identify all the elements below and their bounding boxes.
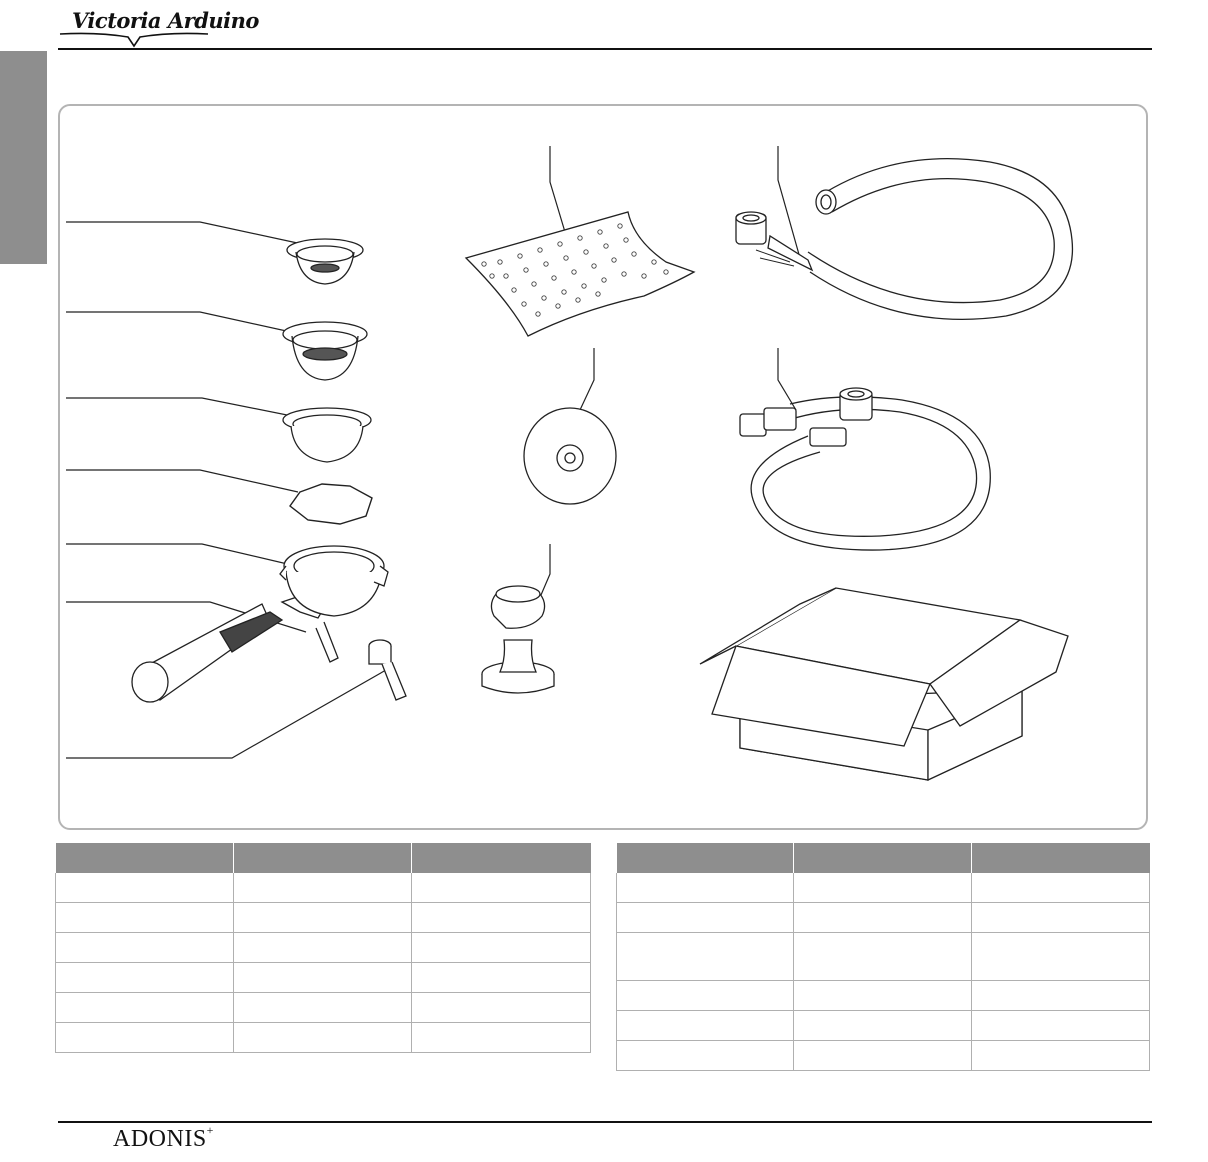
tamper-icon <box>482 586 554 693</box>
brand-logo-text: Victoria Arduino <box>72 8 259 33</box>
footer-rule <box>58 1121 1152 1123</box>
table-cell <box>234 873 412 903</box>
single-basket-icon <box>287 239 363 284</box>
leader-line-drain-hose <box>778 146 800 258</box>
table-header-cell <box>617 843 794 873</box>
table-row <box>617 873 1150 903</box>
table-cell <box>972 1011 1150 1041</box>
table-cell <box>56 933 234 963</box>
spout-icon <box>369 640 406 700</box>
table-cell <box>234 933 412 963</box>
drain-hose-icon <box>736 159 1072 320</box>
packaging-box-icon <box>700 588 1068 780</box>
table-cell <box>234 1023 412 1053</box>
double-basket-icon <box>283 322 367 380</box>
table-row <box>56 993 591 1023</box>
footer-model-name <box>113 1123 214 1153</box>
table-cell <box>617 933 794 981</box>
cd-icon <box>524 408 616 504</box>
table-cell <box>794 873 972 903</box>
table-cell <box>617 981 794 1011</box>
table-cell <box>972 981 1150 1011</box>
table-cell <box>56 903 234 933</box>
table-cell <box>412 963 591 993</box>
blind-filter-icon <box>283 408 371 462</box>
table-row <box>56 1023 591 1053</box>
table-cell <box>234 963 412 993</box>
table-cell <box>794 981 972 1011</box>
table-cell <box>56 993 234 1023</box>
table-cell <box>56 873 234 903</box>
table-cell <box>794 1041 972 1071</box>
table-cell <box>794 1011 972 1041</box>
filter-holder-icon <box>132 546 388 702</box>
parts-table-right <box>616 843 1150 1071</box>
table-header-cell <box>794 843 972 873</box>
leader-line-double-basket <box>66 312 300 334</box>
table-cell <box>412 993 591 1023</box>
table-header-cell <box>234 843 412 873</box>
table-cell <box>972 873 1150 903</box>
table-row <box>617 1011 1150 1041</box>
table-row <box>56 933 591 963</box>
table-row <box>56 903 591 933</box>
table-cell <box>617 1011 794 1041</box>
table-header-row <box>56 843 591 873</box>
table-header-cell <box>56 843 234 873</box>
leader-line-supply-hose <box>778 348 796 410</box>
table-row <box>617 981 1150 1011</box>
table-row <box>617 933 1150 981</box>
table-cell <box>794 903 972 933</box>
table-cell <box>617 1041 794 1071</box>
table-cell <box>234 993 412 1023</box>
table-row <box>617 903 1150 933</box>
table-cell <box>234 903 412 933</box>
table-row <box>56 873 591 903</box>
leader-line-double-spout <box>66 670 386 758</box>
table-header-row <box>617 843 1150 873</box>
model-name-sup: + <box>206 1123 214 1137</box>
parts-table-left <box>55 843 591 1053</box>
spring-icon <box>290 484 372 524</box>
table-cell <box>412 1023 591 1053</box>
table-cell <box>617 903 794 933</box>
model-name-text: ADONIS <box>113 1126 207 1152</box>
table-cell <box>56 963 234 993</box>
table-cell <box>794 933 972 981</box>
table-row <box>617 1041 1150 1071</box>
table-cell <box>412 873 591 903</box>
table-cell <box>972 933 1150 981</box>
table-cell <box>972 903 1150 933</box>
table-cell <box>412 903 591 933</box>
leader-line-cd <box>580 348 594 410</box>
leader-line-filter-holder <box>66 544 296 566</box>
leader-line-single-basket <box>66 222 302 244</box>
table-cell <box>412 933 591 963</box>
drip-mat-icon <box>466 212 694 336</box>
table-header-cell <box>412 843 591 873</box>
table-cell <box>617 873 794 903</box>
leader-line-spring <box>66 470 298 492</box>
leader-line-blind-filter <box>66 398 302 418</box>
table-header-cell <box>972 843 1150 873</box>
supply-hose-icon <box>740 388 990 550</box>
table-cell <box>56 1023 234 1053</box>
table-cell <box>972 1041 1150 1071</box>
table-row <box>56 963 591 993</box>
